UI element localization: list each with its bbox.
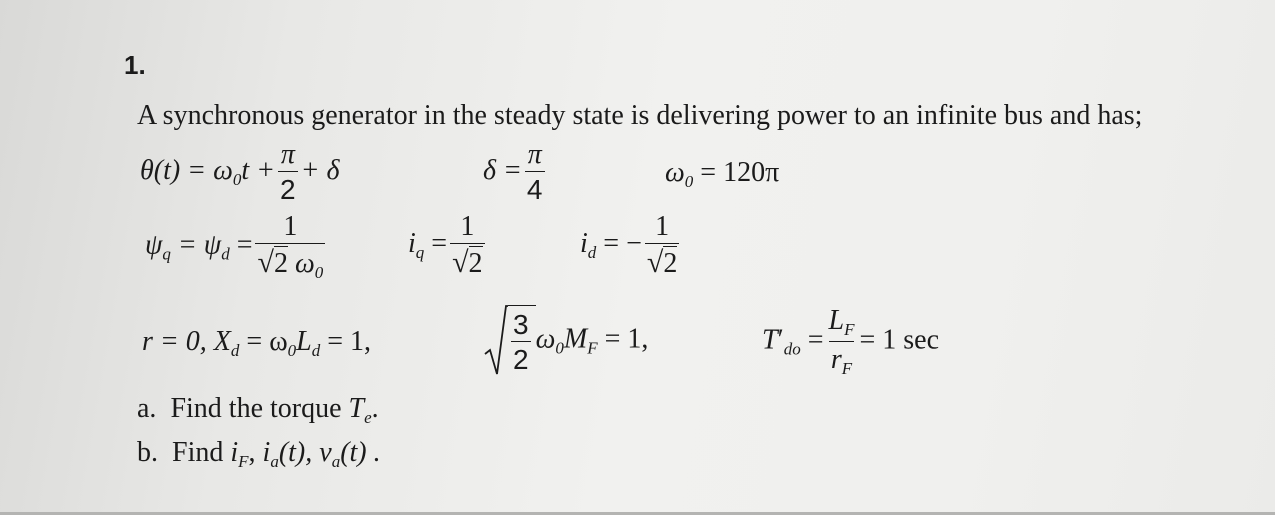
part-a: a. Find the torque $T_e$. — [137, 393, 379, 427]
psi-equation: $\psi_q = \psi_d$ = $\frac{1}{√2 \omega_0}$ — [145, 211, 324, 283]
id-equation: $i_d$ = − $\frac{1}{√2}$ — [580, 211, 678, 280]
r-x-equation: r = 0, $X_d = \omega_0L_d = 1$, — [142, 326, 372, 360]
problem-number: 1. — [124, 50, 146, 80]
mf-equation: $\frac{3}{2}$ $\omega_0M_F = 1$, — [484, 304, 648, 378]
radical-sign-icon — [484, 304, 508, 378]
delta-equation: δ = $\frac{\pi}{4}$ — [483, 139, 543, 206]
theta-equation: $\theta(t) = \omega_0t$ + $\frac{\pi}{2}$ + δ — [140, 139, 340, 206]
problem-statement: A synchronous generator in the steady state is delivering power to an infinite bus and has; — [137, 100, 1143, 131]
part-b: b. Find $i_F$, $i_a(t)$, $v_a(t)$ . — [137, 437, 381, 471]
omega-equation: $\omega_0 = 120\pi$ — [665, 157, 780, 191]
iq-equation: $i_q$ = $\frac{1}{√2}$ — [408, 211, 483, 280]
time-constant-equation: $T'_{do}$ = $\frac{L_F}{r_F}$ = 1 sec — [762, 305, 940, 378]
